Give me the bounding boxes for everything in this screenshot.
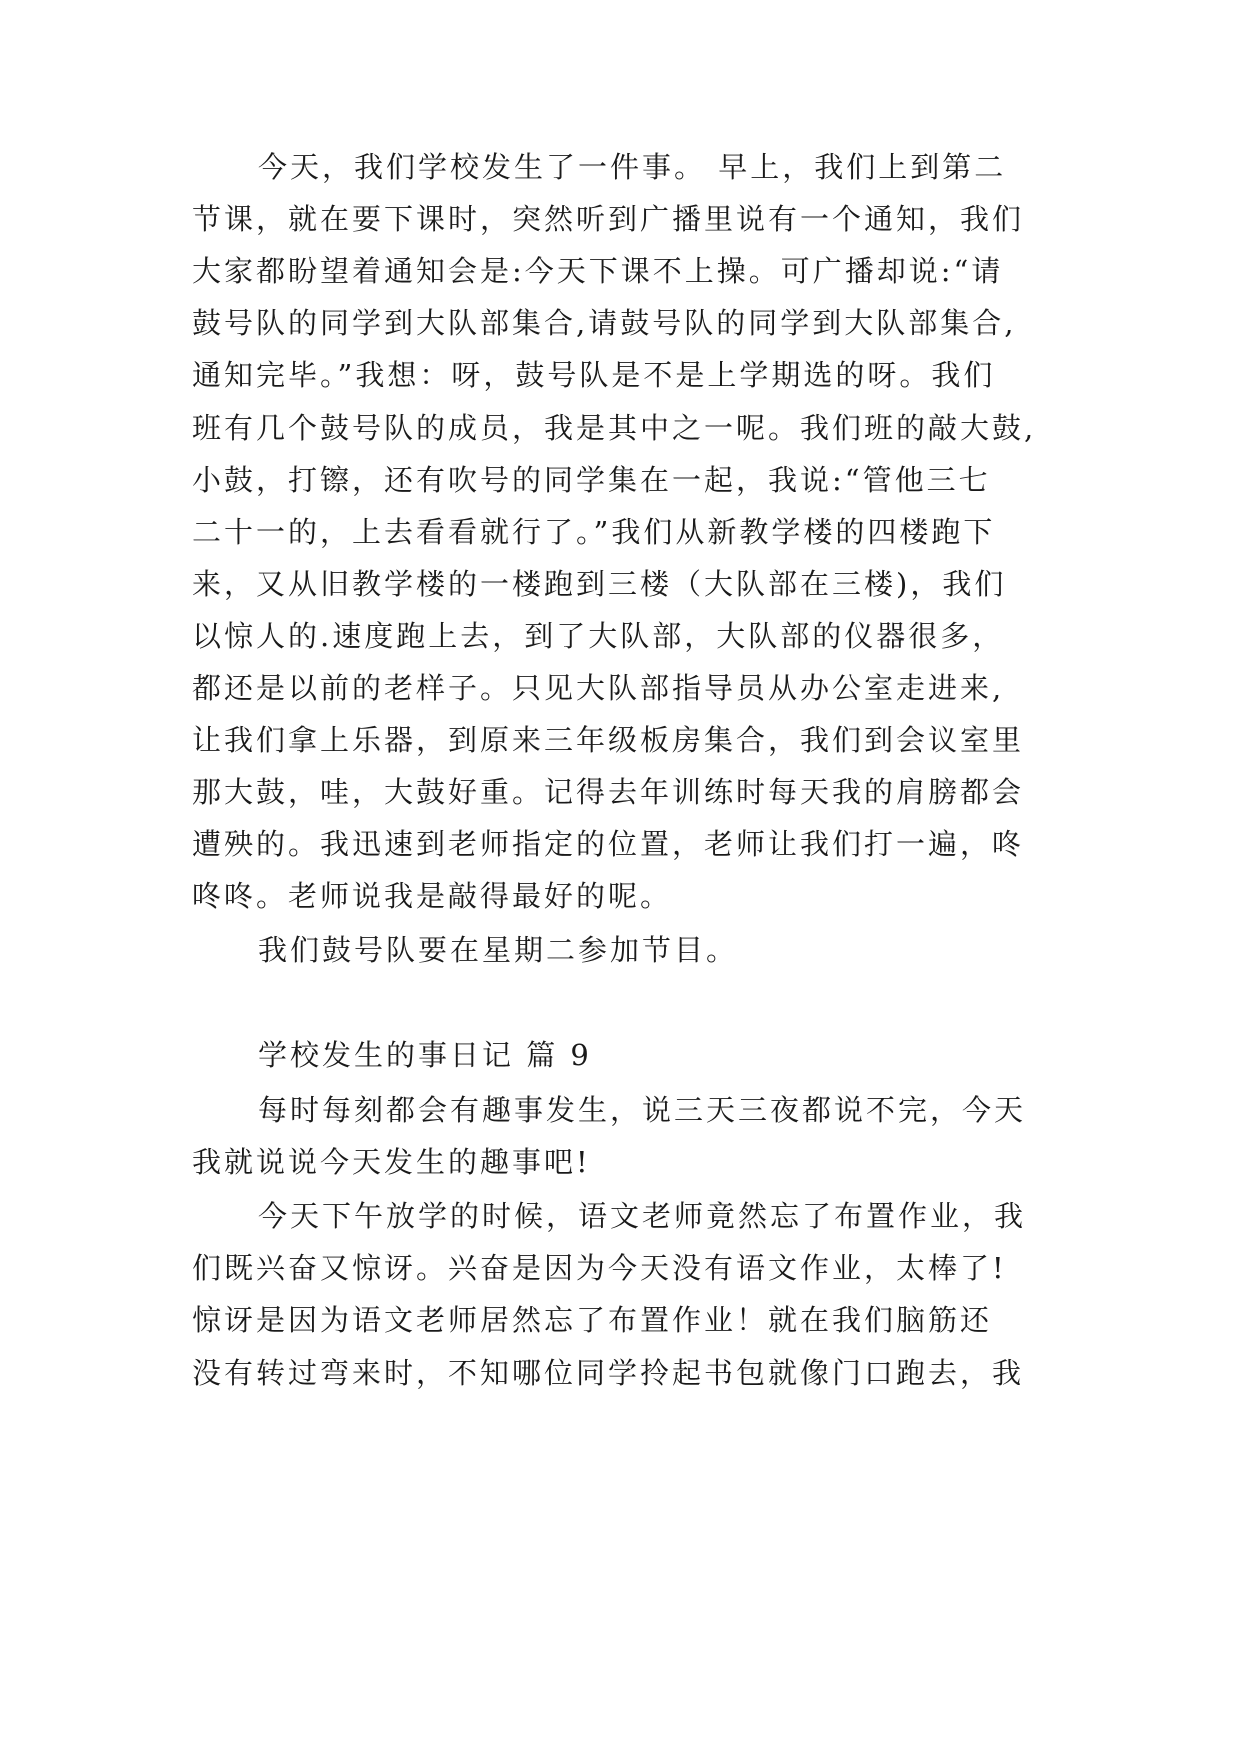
paragraph-line: 节课，就在要下课时，突然听到广播里说有一个通知，我们 [192, 202, 1025, 236]
paragraph-line: 大家都盼望着通知会是:今天下课不上操。可广播却说:“请 [192, 254, 1004, 288]
paragraph-line: 都还是以前的老样子。只见大队部指导员从办公室走进来, [192, 671, 1005, 705]
paragraph-line: 没有转过弯来时，不知哪位同学拎起书包就像门口跑去，我 [192, 1356, 1025, 1390]
section-heading: 学校发生的事日记 篇 9 [258, 1038, 592, 1072]
paragraph-line: 通知完毕。”我想：呀，鼓号队是不是上学期选的呀。我们 [192, 358, 996, 392]
paragraph-line: 以惊人的.速度跑上去，到了大队部，大队部的仪器很多， [192, 619, 1005, 653]
paragraph-line: 遭殃的。我迅速到老师指定的位置，老师让我们打一遍，咚 [192, 827, 1025, 861]
paragraph-line: 我就说说今天发生的趣事吧! [192, 1145, 591, 1179]
paragraph-line: 咚咚。老师说我是敲得最好的呢。 [192, 879, 673, 913]
paragraph-line: 那大鼓，哇，大鼓好重。记得去年训练时每天我的肩膀都会 [192, 775, 1025, 809]
paragraph-line: 二十一的，上去看看就行了。”我们从新教学楼的四楼跑下 [192, 515, 996, 549]
paragraph-line: 小鼓，打镲，还有吹号的同学集在一起，我说:“管他三七 [192, 463, 991, 497]
closing-line: 我们鼓号队要在星期二参加节目。 [258, 933, 739, 967]
paragraph-line: 今天下午放学的时候，语文老师竟然忘了布置作业，我 [258, 1199, 1027, 1233]
paragraph-line: 惊讶是因为语文老师居然忘了布置作业！就在我们脑筋还 [192, 1303, 993, 1337]
paragraph-line: 班有几个鼓号队的成员，我是其中之一呢。我们班的敲大鼓, [192, 411, 1037, 445]
paragraph-line: 来，又从旧教学楼的一楼跑到三楼（大队部在三楼)，我们 [192, 567, 1007, 601]
paragraph-line: 鼓号队的同学到大队部集合,请鼓号队的同学到大队部集合, [192, 306, 1017, 340]
paragraph-line: 今天，我们学校发生了一件事。 早上，我们上到第二 [258, 150, 1007, 184]
paragraph-line: 们既兴奋又惊讶。兴奋是因为今天没有语文作业，太棒了! [192, 1251, 1007, 1285]
paragraph-line: 每时每刻都会有趣事发生，说三天三夜都说不完，今天 [258, 1093, 1027, 1127]
paragraph-line: 让我们拿上乐器，到原来三年级板房集合，我们到会议室里 [192, 723, 1025, 757]
